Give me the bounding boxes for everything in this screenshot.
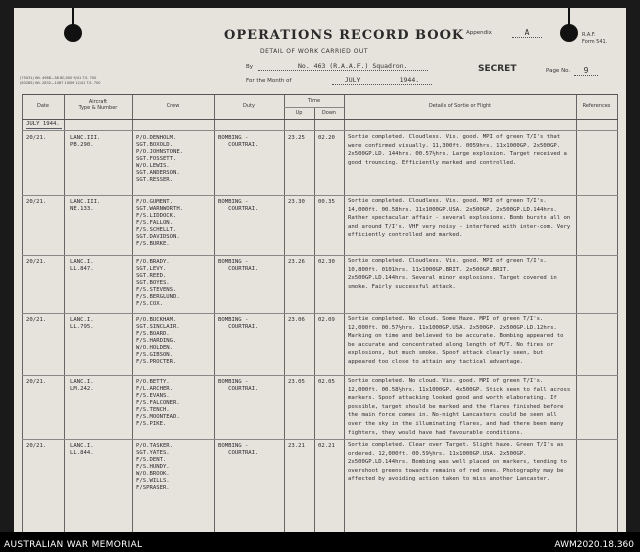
row-6-details: Sortie completed. Clear over Target. Slight haze. Green T/I's as ordered. 12,000ft. 00.59½hrs. 11x1000GP.USA. 2x500GP. 2x500GP.LD.144hrs. Bombing was well placed on markers, tending to overshoot greens towards remains of red ones. Photography may be affected by avoiding action taken to miss another Lancaster. xyxy=(348,442,567,483)
row-6-date: 20/21. xyxy=(26,443,47,449)
row-4-details: Sortie completed. No cloud. Some Haze. MPI of green T/I's. 12,000ft. 00.57½hrs. 11x1000GP.USA. 2x500GP. 2x500GP.LD.12hrs. Marking on time and believed to be accurate. Bombing appeared to be accurate and concentrated along length of M/T. No fires or explosions, but much smoke. Spoof attack clearly seen, but appeared too close to attain any tactical advantage. xyxy=(348,316,564,365)
row-3-details: Sortie completed. Cloudless. Vis. good. MPI of green T/I's. 10,800ft. 0101hrs. 11x1000GP.BRIT. 2x500GP.BRIT. 2x500GP.LD.144hrs. Several minor explosions. Target covered in smoke. Fairly successful attack. xyxy=(348,258,557,290)
row-4-crew: P/O.BUCKHAM. SGT.SINCLAIR. F/S.BOARD. F/S.HARDING. W/O.HOLDEN. F/S.GIBSON. F/S.PROCTER. xyxy=(136,317,180,365)
row-6-down: 02.21 xyxy=(318,443,335,449)
row-3-aircraft: LANC.I. LL.847. xyxy=(70,259,94,272)
record-table xyxy=(22,94,618,532)
row-3-down: 02.30 xyxy=(318,259,335,265)
row-1-down: 02.20 xyxy=(318,135,335,141)
page-subtitle: DETAIL OF WORK CARRIED OUT xyxy=(260,48,368,55)
row-4-duty: BOMBING - COURTRAI. xyxy=(218,317,259,330)
month-label: For the Month of xyxy=(246,78,292,84)
record-sheet xyxy=(14,8,626,532)
punch-hole-right xyxy=(560,24,578,42)
form-code: R.A.F. Form 541. xyxy=(582,32,608,45)
row-4-down: 02.09 xyxy=(318,317,335,323)
row-1-details: Sortie completed. Cloudless. Vis. good. MPI of green T/I's that were confirmed visually. 11,300ft. 0059hrs. 11x1000GP. 2x500GP. 2x500GP.LD. 144hrs. 00.57½hrs. Large explosion. Target received a good trouncing. Efficiently marked and controlled. xyxy=(348,134,567,166)
row-5-details: Sortie completed. No cloud. Vis. good. MPI of green T/I's. 12,000ft. 00.58½hrs. 11x1000GP. 4x500GP. Stick seen to fall across markers. Spoof attacking looked good and worth elaborating. If possible, target should be marked and the flares finished before the main force comes in. No-night Lancasters could be seen all over the sky in the illuminating flares, and had there been many fighters, they would have had favourable conditions. xyxy=(348,378,571,436)
column-header-references: References xyxy=(582,103,611,109)
appendix-label: Appendix xyxy=(466,30,492,36)
page-number-label: Page No. xyxy=(546,68,571,74)
row-2-details: Sortie completed. Cloudless. Vis. good. MPI of green T/I's. 14,000ft. 00.58hrs. 11x1000GP.USA. 2x500GP. 2x500GP.LD.144hrs. Rather spectacular affair - several explosions. Bomb bursts all on and around T/I's. VHF very noisy - interfered with inter-com. Very efficiently controlled and marked. xyxy=(348,198,571,239)
row-1-duty: BOMBING - COURTRAI. xyxy=(218,135,259,148)
row-5-duty: BOMBING - COURTRAI. xyxy=(218,379,259,392)
row-6-up: 23.21 xyxy=(288,443,305,449)
row-5-up: 23.05 xyxy=(288,379,305,385)
row-5-crew: P/O.BETTY. F/L.ARCHER. F/S.EVANS. F/S.FALCONER. F/S.TENCH. F/S.MOONTEAD. F/S.PIKE. xyxy=(136,379,180,427)
row-3-date: 20/21. xyxy=(26,259,47,265)
squadron-value: No. 463 (R.A.A.F.) Squadron. xyxy=(258,62,428,71)
row-5-down: 02.05 xyxy=(318,379,335,385)
row-4-date: 20/21. xyxy=(26,317,47,323)
column-header-date: Date xyxy=(37,103,49,109)
column-header-duty: Duty xyxy=(243,103,255,109)
row-5-aircraft: LANC.I. LM.242. xyxy=(70,379,94,392)
appendix-value: A xyxy=(512,28,542,38)
row-3-up: 23.26 xyxy=(288,259,305,265)
column-header-details: Details of Sortie or Flight xyxy=(428,103,492,109)
row-2-up: 23.30 xyxy=(288,199,305,205)
row-6-crew: P/O.TASKER. SGT.YATES. F/S.DENT. F/S.HUNDY. W/O.BROOK. F/S.WILLS. F/SPRASER. xyxy=(136,443,174,491)
row-2-crew: F/O.GUMENT. SGT.WARNWORTH. F/S.LIDDOCK. F/S.FALLON. F/S.SCHELLT. SGT.DAVIDSON. F/S.BURKE. xyxy=(136,199,184,247)
month-row-label: JULY 1944. xyxy=(26,121,60,127)
row-2-aircraft: LANC.III. NE.133. xyxy=(70,199,101,212)
column-header-down: Down xyxy=(321,110,337,116)
footer-accession-number: AWM2020.18.360 xyxy=(554,540,634,550)
row-2-down: 00.35 xyxy=(318,199,335,205)
row-1-date: 20/21. xyxy=(26,135,47,141)
row-1-crew: P/O.DENHOLM. SGT.BOXOLD. P/O.JOHNSTONE. SGT.FOSSETT. W/O.LEWIS. SGT.ANDERSON. SGT.RESSER. xyxy=(136,135,184,183)
row-6-duty: BOMBING - COURTRAI. xyxy=(218,443,259,456)
row-2-duty: BOMBING - COURTRAI. xyxy=(218,199,259,212)
row-5-date: 20/21. xyxy=(26,379,47,385)
punch-hole-left xyxy=(64,24,82,42)
row-1-aircraft: LANC.III. PB.290. xyxy=(70,135,101,148)
column-header-time: Time xyxy=(307,98,321,104)
row-6-aircraft: LANC.I. LL.844. xyxy=(70,443,94,456)
page-number-value: 9 xyxy=(574,66,598,76)
row-4-aircraft: LANC.I. LL.795. xyxy=(70,317,94,330)
row-3-crew: F/O.BRADY. SGT.LEVY. SGT.REED. SGT.BOYES. F/S.STEVENS. F/S.BERGLUND. F/S.COX. xyxy=(136,259,180,307)
column-header-aircraft: Aircraft Type & Number xyxy=(78,99,118,111)
row-3-duty: BOMBING - COURTRAI. xyxy=(218,259,259,272)
by-label: By xyxy=(246,64,254,70)
footer-credit: AUSTRALIAN WAR MEMORIAL xyxy=(4,540,143,550)
row-2-date: 20/21. xyxy=(26,199,47,205)
row-1-up: 23.25 xyxy=(288,135,305,141)
column-header-crew: Crew xyxy=(166,103,180,109)
row-4-up: 23.06 xyxy=(288,317,305,323)
month-value: JULY 1944. xyxy=(332,76,432,85)
page-title: OPERATIONS RECORD BOOK xyxy=(224,28,465,43)
print-code: (75031) Wt. 4968—58 80,000 9/41 T.S. 700 (83285) Wt. 2832—1467 100M 12/41 T.S. 700 xyxy=(20,76,101,85)
column-header-up: Up xyxy=(295,110,303,116)
classification-stamp: SECRET xyxy=(478,64,517,74)
